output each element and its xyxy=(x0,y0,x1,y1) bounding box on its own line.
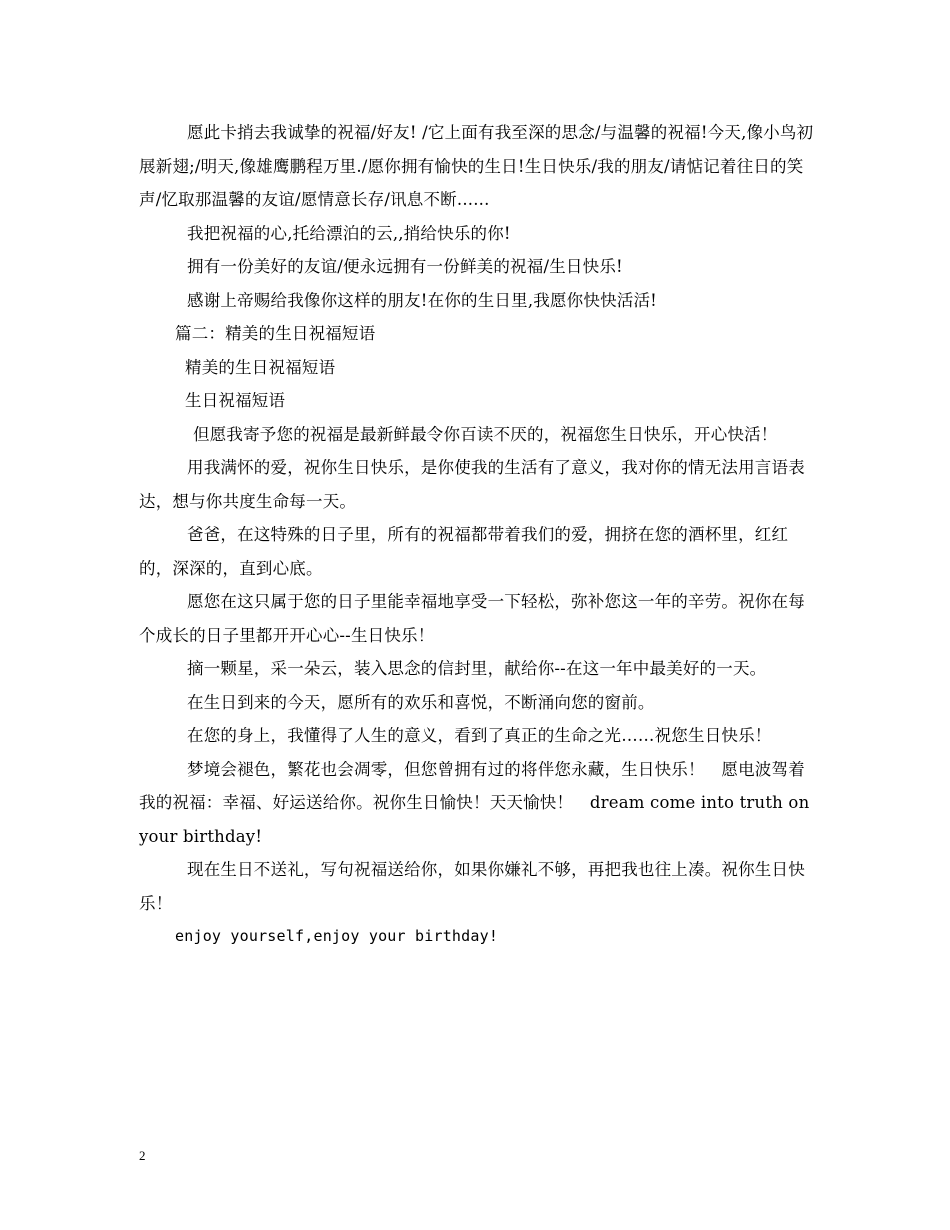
english-line: enjoy yourself,enjoy your birthday! xyxy=(175,927,499,945)
paragraph: 摘一颗星，采一朵云，装入思念的信封里，献给你--在这一年中最美好的一天。 xyxy=(187,659,767,678)
paragraph: 梦境会褪色，繁花也会凋零，但您曾拥有过的将伴您永藏，生日快乐！ 愿电波驾着我的祝福：幸福、好运送给你。祝你生日愉快！天天愉快！ dream come into truth on your birthday! xyxy=(139,759,810,846)
paragraph: 愿此卡捎去我诚挚的祝福/好友! /它上面有我至深的思念/与温馨的祝福!今天,像小鸟初展新翅;/明天,像雄鹰鹏程万里./愿你拥有愉快的生日!生日快乐/我的朋友/请惦记着往日的笑声/忆取那温馨的友谊/愿情意长存/讯息不断...... xyxy=(139,123,814,209)
paragraph: 用我满怀的爱，祝你生日快乐，是你使我的生活有了意义，我对你的情无法用言语表达，想与你共度生命每一天。 xyxy=(139,458,805,511)
paragraph: 愿您在这只属于您的日子里能幸福地享受一下轻松，弥补您这一年的辛劳。祝你在每个成长的日子里都开开心心--生日快乐！ xyxy=(139,592,805,645)
paragraph: 在您的身上，我懂得了人生的意义，看到了真正的生命之光……祝您生日快乐！ xyxy=(187,726,772,745)
paragraph: 爸爸，在这特殊的日子里，所有的祝福都带着我们的爱，拥挤在您的酒杯里，红红的，深深的，直到心底。 xyxy=(139,525,789,578)
section-heading: 篇二：精美的生日祝福短语 xyxy=(175,324,376,343)
page-number: 2 xyxy=(139,1148,146,1163)
paragraph: 我把祝福的心,托给漂泊的云,,捎给快乐的你! xyxy=(187,223,511,243)
subheading: 精美的生日祝福短语 xyxy=(185,357,336,377)
paragraph: 拥有一份美好的友谊/便永远拥有一份鲜美的祝福/生日快乐! xyxy=(187,257,623,276)
subheading: 生日祝福短语 xyxy=(185,391,286,410)
paragraph: 但愿我寄予您的祝福是最新鲜最令你百读不厌的，祝福您生日快乐，开心快活！ xyxy=(193,424,778,444)
paragraph: 在生日到来的今天，愿所有的欢乐和喜悦，不断涌向您的窗前。 xyxy=(187,692,655,712)
paragraph: 现在生日不送礼，写句祝福送给你，如果你嫌礼不够，再把我也往上凑。祝你生日快乐！ xyxy=(139,860,805,913)
paragraph: 感谢上帝赐给我像你这样的朋友!在你的生日里,我愿你快快活活! xyxy=(187,290,658,310)
document-body xyxy=(139,116,819,954)
